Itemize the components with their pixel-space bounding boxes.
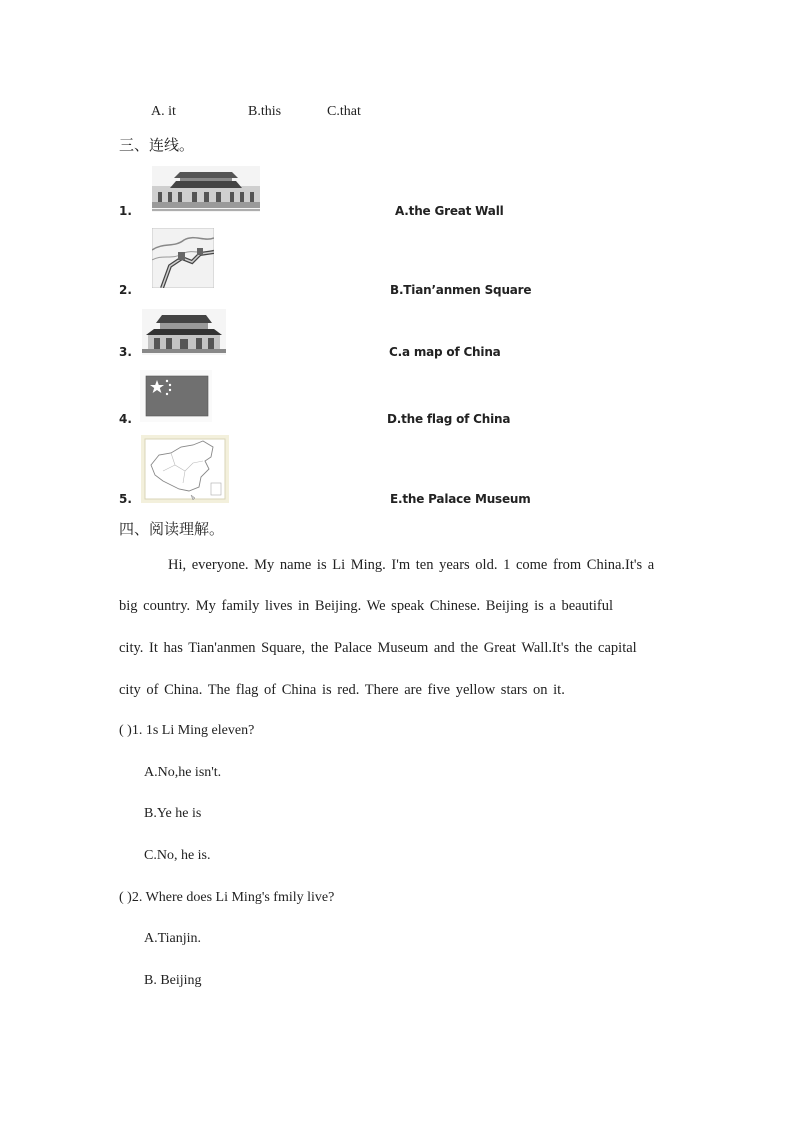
china-map-icon (141, 435, 229, 503)
answer-e: E.the Palace Museum (390, 492, 531, 506)
item-number-5: 5. (119, 492, 132, 506)
item-number-4: 4. (119, 412, 132, 426)
question-1: ( )1. 1s Li Ming eleven? (119, 723, 255, 738)
answer-b: B.Tian’anmen Square (390, 283, 532, 297)
item-number-3: 3. (119, 345, 132, 359)
palace-museum-icon (142, 309, 226, 355)
option-c: C.that (327, 104, 361, 119)
passage-line-1: Hi, everyone. My name is Li Ming. I'm ten years old. 1 come from China.It's a (168, 557, 655, 573)
answer-a: A.the Great Wall (395, 204, 504, 218)
item-number-2: 2. (119, 283, 132, 297)
option-a: A. it (151, 104, 176, 119)
tiananmen-gate-icon (152, 166, 260, 212)
item-number-1: 1. (119, 204, 132, 218)
q1-option-b: B.Ye he is (144, 806, 202, 821)
passage-line-2: big country. My family lives in Beijing. We speak Chinese. Beijing is a beautiful (119, 598, 613, 614)
passage-line-4: city of China. The flag of China is red. There are five yellow stars on it. (119, 682, 565, 698)
section4-heading: 四、阅读理解。 (119, 520, 225, 538)
q2-option-b: B. Beijing (144, 973, 202, 988)
q2-option-a: A.Tianjin. (144, 931, 202, 946)
passage-line-3: city. It has Tian'anmen Square, the Palace Museum and the Great Wall.It's the capital (119, 640, 637, 656)
q1-option-a: A.No,he isn't. (144, 765, 222, 780)
question-2: ( )2. Where does Li Ming's fmily live? (119, 890, 335, 905)
q1-option-c: C.No, he is. (144, 848, 211, 863)
great-wall-icon (152, 228, 214, 288)
answer-d: D.the flag of China (387, 412, 511, 426)
option-b: B.this (248, 104, 282, 119)
china-flag-icon (140, 370, 212, 422)
section3-heading: 三、连线。 (119, 136, 195, 154)
answer-c: C.a map of China (389, 345, 501, 359)
